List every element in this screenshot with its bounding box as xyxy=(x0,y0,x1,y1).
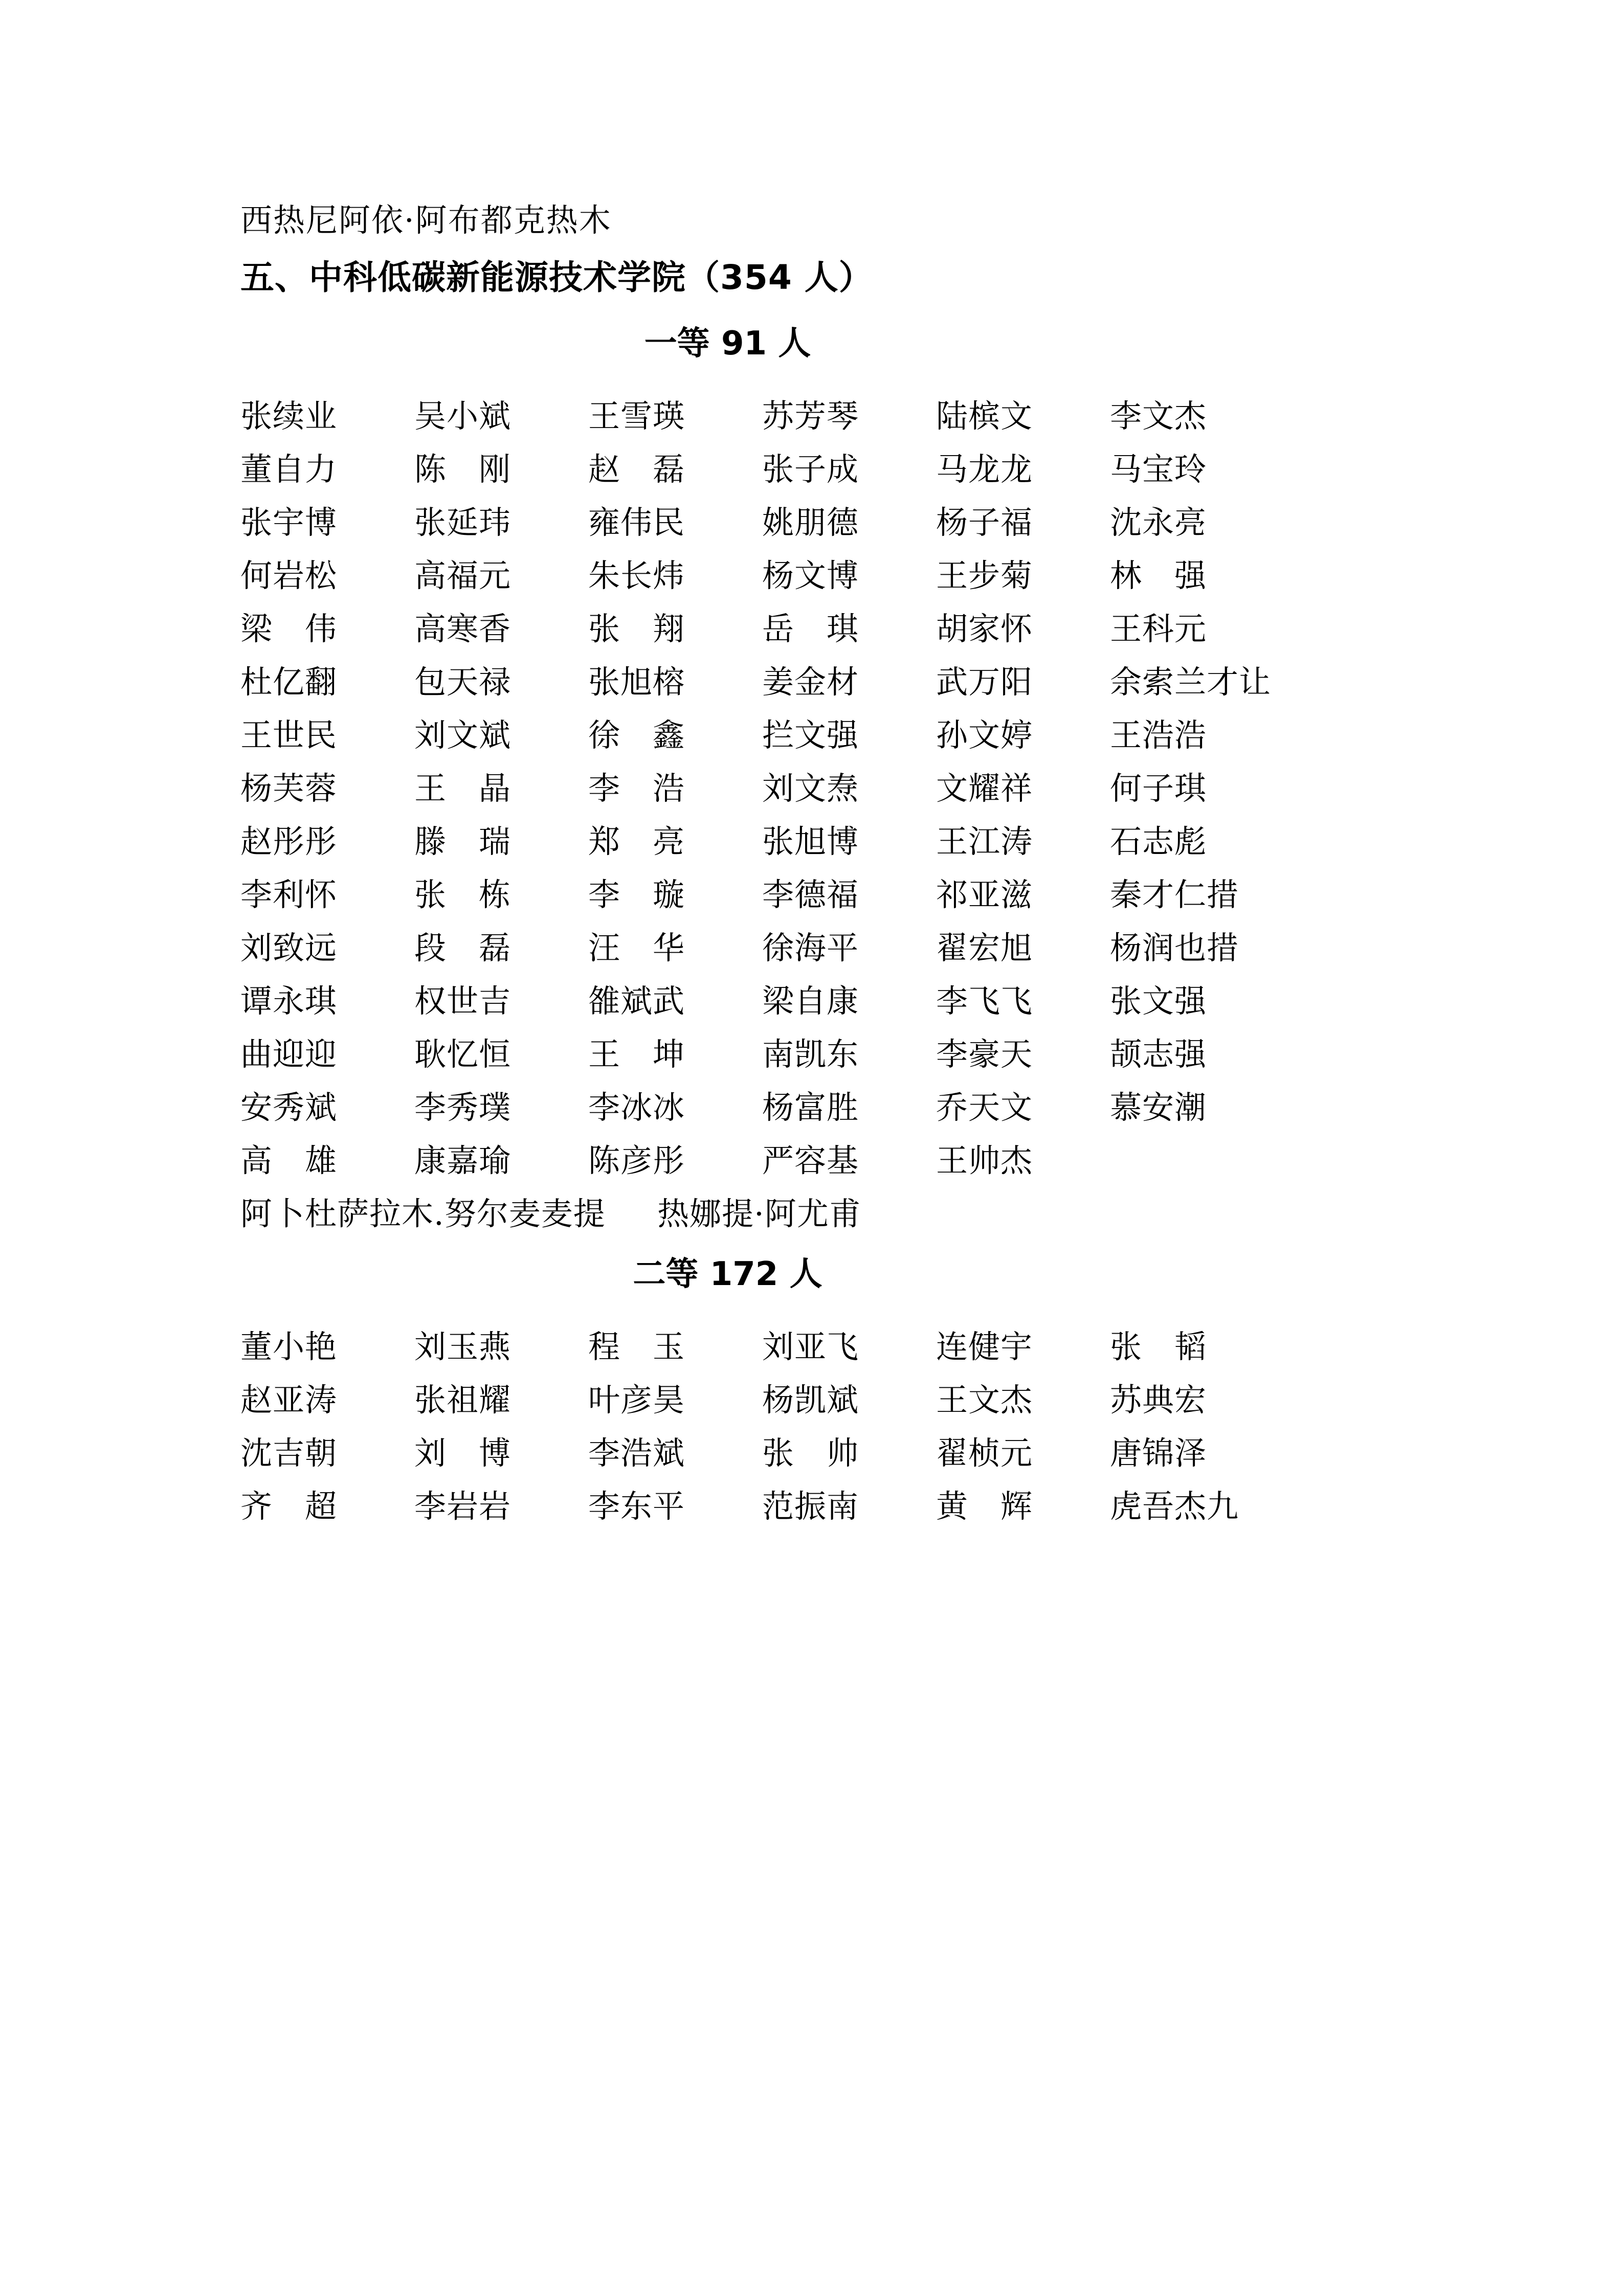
name-cell: 南凯东 xyxy=(762,1036,859,1073)
name-cell: 梁 伟 xyxy=(240,610,338,647)
name-cell: 王步菊 xyxy=(936,557,1033,594)
name-cell: 武万阳 xyxy=(936,663,1033,701)
long-name-row xyxy=(240,1187,1384,1241)
name-cell: 石志彪 xyxy=(1110,823,1207,860)
name-cell: 李东平 xyxy=(588,1488,685,1525)
name-cell: 张旭榕 xyxy=(588,663,685,701)
name-cell: 齐 超 xyxy=(240,1488,338,1525)
name-cell: 王 晶 xyxy=(414,770,511,807)
name-cell: 孙文婷 xyxy=(936,716,1033,754)
name-cell: 刘文焘 xyxy=(762,770,859,807)
name-cell: 张宇博 xyxy=(240,504,338,541)
name-cell: 高寒香 xyxy=(414,610,511,647)
name-cell: 徐海平 xyxy=(762,929,859,966)
name-cell: 权世吉 xyxy=(414,982,511,1020)
name-cell: 段 磊 xyxy=(414,929,511,966)
name-cell: 赵彤彤 xyxy=(240,823,338,860)
name-cell: 赵 磊 xyxy=(588,451,685,488)
name-grid-second xyxy=(240,1320,1384,1533)
name-cell: 李 璇 xyxy=(588,876,685,913)
name-cell: 张 翔 xyxy=(588,610,685,647)
name-cell: 董小艳 xyxy=(240,1328,338,1365)
name-cell: 刘致远 xyxy=(240,929,338,966)
name-cell: 阿卜杜萨拉木.努尔麦麦提 xyxy=(240,1195,606,1232)
name-cell: 张祖耀 xyxy=(414,1381,511,1419)
name-cell: 何子琪 xyxy=(1110,770,1207,807)
name-cell: 耿忆恒 xyxy=(414,1036,511,1073)
name-cell: 王世民 xyxy=(240,716,338,754)
name-cell: 王江涛 xyxy=(936,823,1033,860)
name-cell: 李秀璞 xyxy=(414,1089,511,1126)
name-cell: 朱长炜 xyxy=(588,557,685,594)
leading-name-line: 西热尼阿依·阿布都克热木 xyxy=(240,201,612,239)
name-cell: 马龙龙 xyxy=(936,451,1033,488)
name-cell: 黄 辉 xyxy=(936,1488,1033,1525)
name-cell: 翟宏旭 xyxy=(936,929,1033,966)
name-cell: 王 坤 xyxy=(588,1036,685,1073)
name-cell: 拦文强 xyxy=(762,716,859,754)
name-cell: 范振南 xyxy=(762,1488,859,1525)
name-cell: 林 强 xyxy=(1110,557,1207,594)
name-cell: 严容基 xyxy=(762,1142,859,1179)
name-cell: 安秀斌 xyxy=(240,1089,338,1126)
name-cell: 李文杰 xyxy=(1110,397,1207,435)
name-cell: 张旭博 xyxy=(762,823,859,860)
name-cell: 雒斌武 xyxy=(588,982,685,1020)
name-cell: 苏芳琴 xyxy=(762,397,859,435)
name-cell: 唐锦泽 xyxy=(1110,1434,1207,1472)
rank-heading-second: 二等 172 人 xyxy=(633,1255,822,1293)
name-cell: 杨润也措 xyxy=(1110,929,1239,966)
name-cell: 李飞飞 xyxy=(936,982,1033,1020)
name-cell: 陆槟文 xyxy=(936,397,1033,435)
name-cell: 何岩松 xyxy=(240,557,338,594)
name-cell: 姜金材 xyxy=(762,663,859,701)
name-cell: 杨文博 xyxy=(762,557,859,594)
name-cell: 徐 鑫 xyxy=(588,716,685,754)
name-cell: 杨芙蓉 xyxy=(240,770,338,807)
name-cell: 吴小斌 xyxy=(414,397,511,435)
name-cell: 谭永琪 xyxy=(240,982,338,1020)
name-cell: 滕 瑞 xyxy=(414,823,511,860)
name-cell: 张 韬 xyxy=(1110,1328,1207,1365)
name-cell: 李豪天 xyxy=(936,1036,1033,1073)
name-cell: 雍伟民 xyxy=(588,504,685,541)
name-cell: 文耀祥 xyxy=(936,770,1033,807)
name-cell: 陈 刚 xyxy=(414,451,511,488)
name-cell: 慕安潮 xyxy=(1110,1089,1207,1126)
name-cell: 秦才仁措 xyxy=(1110,876,1239,913)
name-cell: 乔天文 xyxy=(936,1089,1033,1126)
name-cell: 热娜提·阿尤甫 xyxy=(657,1195,861,1232)
name-cell: 张延玮 xyxy=(414,504,511,541)
name-cell: 刘文斌 xyxy=(414,716,511,754)
name-cell: 刘亚飞 xyxy=(762,1328,859,1365)
name-cell: 杨子福 xyxy=(936,504,1033,541)
name-cell: 王浩浩 xyxy=(1110,716,1207,754)
name-cell: 张 栋 xyxy=(414,876,511,913)
name-cell: 李利怀 xyxy=(240,876,338,913)
name-cell: 王科元 xyxy=(1110,610,1207,647)
name-cell: 余索兰才让 xyxy=(1110,663,1272,701)
name-cell: 康嘉瑜 xyxy=(414,1142,511,1179)
name-cell: 刘 博 xyxy=(414,1434,511,1472)
name-cell: 姚朋德 xyxy=(762,504,859,541)
name-cell: 汪 华 xyxy=(588,929,685,966)
name-cell: 李德福 xyxy=(762,876,859,913)
name-cell: 董自力 xyxy=(240,451,338,488)
section-heading: 五、中科低碳新能源技术学院（354 人） xyxy=(240,258,873,297)
name-cell: 杨凯斌 xyxy=(762,1381,859,1419)
name-cell: 杜亿翻 xyxy=(240,663,338,701)
name-cell: 沈永亮 xyxy=(1110,504,1207,541)
name-cell: 祁亚滋 xyxy=(936,876,1033,913)
name-cell: 高 雄 xyxy=(240,1142,338,1179)
name-cell: 李岩岩 xyxy=(414,1488,511,1525)
name-cell: 梁自康 xyxy=(762,982,859,1020)
name-cell: 高福元 xyxy=(414,557,511,594)
name-cell: 颉志强 xyxy=(1110,1036,1207,1073)
name-cell: 胡家怀 xyxy=(936,610,1033,647)
name-cell: 杨富胜 xyxy=(762,1089,859,1126)
rank-heading-first: 一等 91 人 xyxy=(644,325,811,363)
name-cell: 翟桢元 xyxy=(936,1434,1033,1472)
name-cell: 叶彦昊 xyxy=(588,1381,685,1419)
name-cell: 马宝玲 xyxy=(1110,451,1207,488)
name-cell: 曲迎迎 xyxy=(240,1036,338,1073)
name-cell: 李 浩 xyxy=(588,770,685,807)
name-cell: 李冰冰 xyxy=(588,1089,685,1126)
name-cell: 李浩斌 xyxy=(588,1434,685,1472)
name-cell: 陈彦彤 xyxy=(588,1142,685,1179)
name-cell: 王帅杰 xyxy=(936,1142,1033,1179)
name-cell: 苏典宏 xyxy=(1110,1381,1207,1419)
name-cell: 沈吉朝 xyxy=(240,1434,338,1472)
name-grid-first xyxy=(240,390,1384,1187)
name-cell: 王雪瑛 xyxy=(588,397,685,435)
name-cell: 张文强 xyxy=(1110,982,1207,1020)
name-cell: 程 玉 xyxy=(588,1328,685,1365)
name-cell: 郑 亮 xyxy=(588,823,685,860)
name-cell: 虎吾杰九 xyxy=(1110,1488,1239,1525)
name-cell: 赵亚涛 xyxy=(240,1381,338,1419)
name-cell: 王文杰 xyxy=(936,1381,1033,1419)
name-cell: 刘玉燕 xyxy=(414,1328,511,1365)
name-cell: 连健宇 xyxy=(936,1328,1033,1365)
name-cell: 张子成 xyxy=(762,451,859,488)
name-cell: 张 帅 xyxy=(762,1434,859,1472)
name-cell: 岳 琪 xyxy=(762,610,859,647)
name-cell: 包天禄 xyxy=(414,663,511,701)
name-cell: 张续业 xyxy=(240,397,338,435)
